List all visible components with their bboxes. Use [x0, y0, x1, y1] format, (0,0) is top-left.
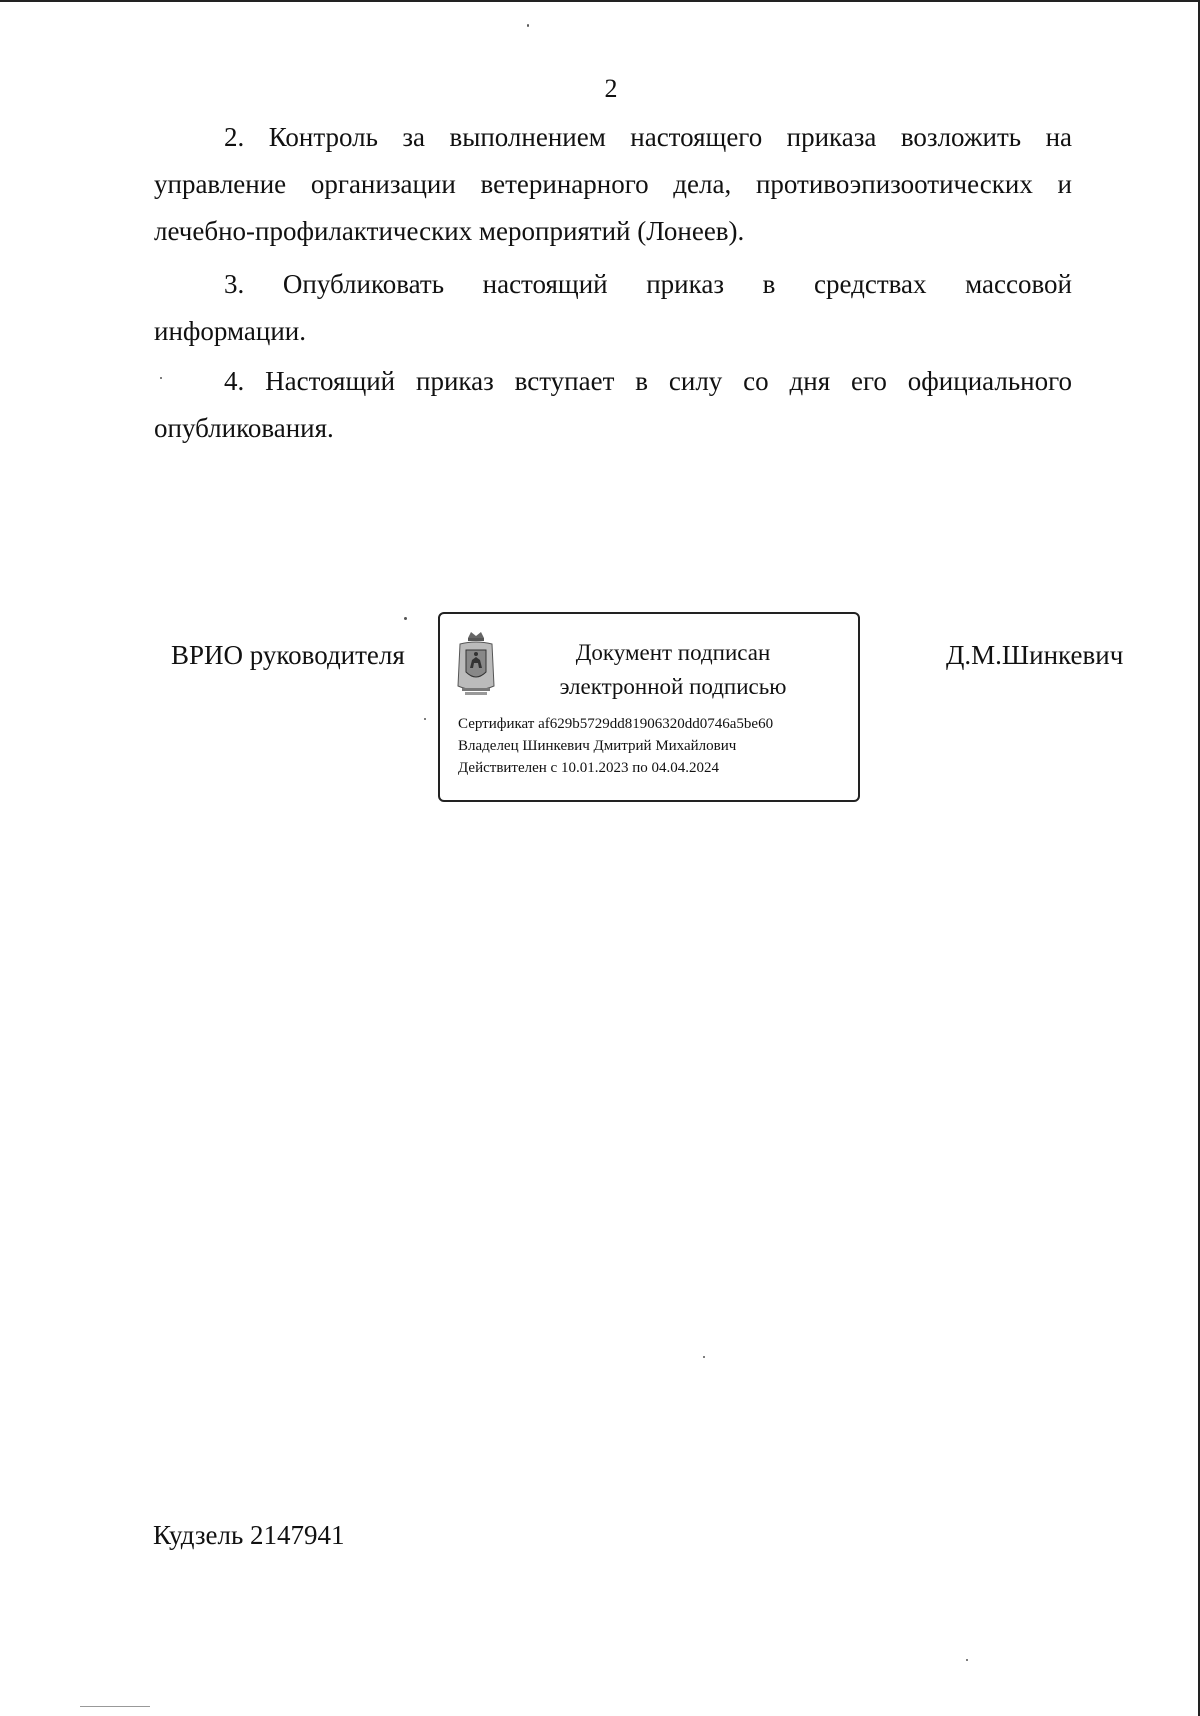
electronic-signature-stamp — [438, 612, 860, 802]
page-number: 2 — [604, 74, 618, 103]
stamp-title-line2: электронной подписью — [559, 674, 787, 699]
page-edge-top — [0, 0, 1200, 2]
coat-of-arms-icon — [456, 630, 496, 698]
executor-note: Кудзель 2147941 — [153, 1520, 345, 1550]
signatory-position: ВРИО руководителя — [171, 640, 405, 670]
stamp-details — [458, 713, 773, 779]
scan-speck — [80, 1706, 150, 1707]
paragraph-3 — [154, 261, 1072, 355]
signer-name: Д.М.Шинкевич — [946, 640, 1124, 670]
scan-speck — [966, 1659, 968, 1661]
stamp-certificate: Сертификат af629b5729dd81906320dd0746a5be60 — [458, 716, 774, 732]
paragraph-3-text: Опубликовать настоящий приказ в средствах массовой — [282, 269, 1073, 299]
stamp-title-line1: Документ подписан — [575, 640, 771, 665]
paragraph-3-number: 3. — [224, 269, 245, 299]
stamp-title — [558, 636, 788, 704]
paragraph-3-line1 — [154, 261, 1072, 308]
paragraph-2: 2. Контроль за выполнением настоящего приказа возложить на управление организации ветеринарного дела, противоэпизоотических и лечебно-профилактических мероприятий (Лонеев). — [154, 122, 1072, 246]
scan-speck — [424, 718, 426, 720]
stamp-owner: Владелец Шинкевич Дмитрий Михайлович — [458, 738, 737, 754]
stamp-validity: Действителен с 10.01.2023 по 04.04.2024 — [458, 760, 719, 776]
scan-speck — [703, 1356, 705, 1358]
scan-speck — [404, 617, 407, 620]
paragraph-3-line2: информации. — [154, 316, 306, 346]
scan-speck — [527, 24, 529, 27]
paragraph-4: 4. Настоящий приказ вступает в силу со дня его официального опубликования. — [154, 366, 1072, 443]
